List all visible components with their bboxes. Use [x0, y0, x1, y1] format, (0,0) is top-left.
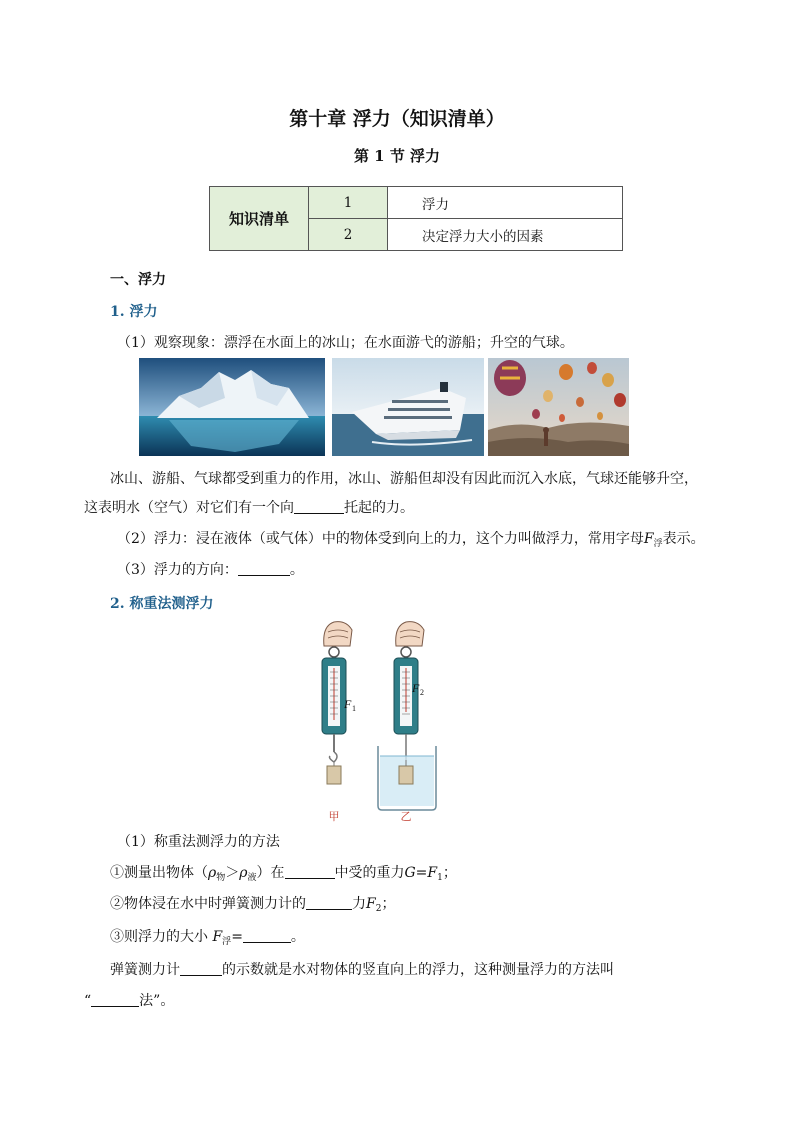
fill-blank[interactable] — [285, 864, 335, 879]
fill-blank[interactable] — [180, 961, 222, 976]
toc-row-number: 1 — [309, 187, 388, 219]
weighing-method-paragraph-line1: 弹簧测力计 的示数就是水对物体的竖直向上的浮力，这种测量浮力的方法叫 — [110, 962, 614, 978]
weighing-method-paragraph-line2: “ 法”。 — [84, 993, 175, 1009]
fill-blank[interactable] — [91, 992, 139, 1007]
fill-blank[interactable] — [238, 561, 290, 576]
method-step-2: ②物体浸在水中时弹簧测力计的 力$F_2$； — [110, 896, 396, 914]
iceberg-photo — [139, 358, 325, 456]
force-f1-subscript: 1 — [352, 704, 356, 713]
method-step-1: ①测量出物体$(\rho_物>\rho_液)$在 中受的重力$G=F_1$； — [110, 865, 457, 883]
knowledge-list-heading: 知识清单 — [210, 187, 309, 251]
fill-blank[interactable] — [243, 928, 291, 943]
weighing-method-title: （1）称重法测浮力的方法 — [117, 834, 280, 850]
fill-blank[interactable] — [294, 499, 344, 514]
method-step-3: ③则浮力的大小 $F_浮=$ 。 — [110, 929, 305, 947]
force-f1-label: F — [344, 697, 352, 711]
section-subtitle: 第 1 节 浮力 — [353, 147, 441, 165]
toc-row-number: 2 — [309, 219, 388, 251]
hot-air-balloons-photo — [488, 358, 629, 456]
toc-row-topic: 决定浮力大小的因素 — [388, 219, 623, 251]
force-f2-label: F — [412, 681, 420, 695]
phenomenon-paragraph-line2: 这表明水（空气）对它们有一个向 托起的力。 — [84, 500, 414, 516]
phenomenon-paragraph-line1: 冰山、游船、气球都受到重力的作用，冰山、游船但却没有因此而沉入水底，气球还能够升空， — [110, 471, 698, 487]
section-heading-buoyancy: 一、浮力 — [110, 272, 166, 288]
spring-scale-figure — [300, 616, 470, 824]
observation-text: （1）观察现象：漂浮在水面上的冰山；在水面游弋的游船；升空的气球。 — [117, 335, 574, 351]
toc-row-topic: 浮力 — [388, 187, 623, 219]
fill-blank[interactable] — [306, 895, 352, 910]
buoyancy-direction: （3）浮力的方向： 。 — [117, 562, 304, 578]
subsection-heading-buoyancy: 1. 浮力 — [110, 304, 158, 320]
cruise-ship-photo — [332, 358, 484, 456]
buoyancy-definition: （2）浮力：浸在液体（或气体）中的物体受到向上的力，这个力叫做浮力，常用字母$F_浮$表示。 — [117, 531, 705, 549]
figure-caption-left: 甲 — [328, 811, 340, 823]
figure-caption-right: 乙 — [400, 811, 412, 823]
page-title: 第十章 浮力（知识清单） — [289, 108, 505, 130]
force-f2-subscript: 2 — [420, 688, 424, 697]
subsection-heading-weighing-method: 2. 称重法测浮力 — [110, 596, 214, 612]
knowledge-list-table — [209, 186, 623, 251]
